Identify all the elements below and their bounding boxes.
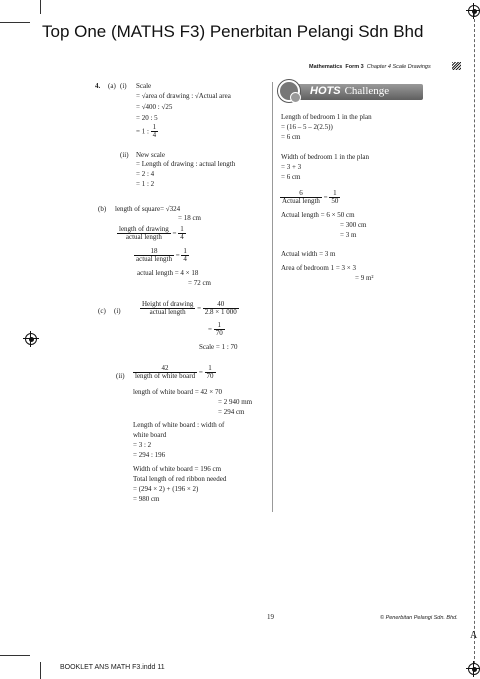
r-line: = 9 m² [355,274,374,282]
header-subject: Mathematics [309,64,343,70]
c-ii-ratio: white board [133,431,167,439]
r-line: = 3 m [340,231,357,239]
c-i-f1-rnum: 40 [203,301,239,309]
r-line: Width of bedroom 1 in the plan [281,153,369,161]
a-i-line: = 20 : 5 [136,114,158,122]
hots-word: HOTS [310,85,341,97]
small-gear-icon [290,92,301,103]
c-i-f1-rden: 2.8 × 1 000 [204,308,237,317]
r-line: = (16 – 5 – 2(2.5)) [281,123,333,131]
header-chapter: Chapter 4 Scale Drawings [366,64,431,70]
a-i-line [136,124,158,140]
c-ii-ratio: = 3 : 2 [133,441,152,449]
registration-mark-left [25,333,37,345]
r-line: Area of bedroom 1 = 3 × 3 [281,264,356,272]
c-ii-end: Total length of red ribbon needed [133,475,227,483]
page-number: 19 [267,613,274,621]
header-form: Form 3 [345,64,364,70]
c-i-f2-num: 1 [214,322,225,330]
r-line: = 3 + 3 [281,163,302,171]
r-line: = 300 cm [340,221,367,229]
part-c-ii-label: (ii) [116,372,125,380]
c-i-scale: Scale = 1 : 70 [199,343,238,351]
a-ii-line: = 1 : 2 [136,180,155,188]
a-ii-line: New scale [136,151,165,159]
r-fraction [280,190,340,206]
c-ii-line: = 294 cm [218,408,245,416]
r-f-den: Actual length [282,197,320,206]
b-f1-eq: = [172,229,177,238]
a-i-frac-den: 4 [152,131,157,140]
c-ii-ratio: Length of white board : width of [133,421,225,429]
b-f2-num: 18 [134,248,174,256]
b-tail: = 72 cm [188,279,211,287]
c-ii-end: = (294 × 2) + (196 × 2) [133,485,199,493]
r-f-rden: 50 [331,197,339,206]
b-fraction-2 [134,248,189,264]
c-ii-line: = 2 940 mm [218,398,253,406]
crop-mark-top-left-v [40,0,41,14]
b-fraction-1 [117,226,186,242]
r-line: Actual length = 6 × 50 cm [281,211,355,219]
crop-mark-bottom-left-h [0,655,30,656]
c-ii-line: length of white board = 42 × 70 [133,388,222,396]
part-c-label: (c) [98,307,106,315]
r-line: Length of bedroom 1 in the plan [281,113,372,121]
c-i-fraction-1 [140,301,239,317]
a-i-line: = √area of drawing : √Actual area [136,92,231,100]
b-line: length of square= √324 [115,205,181,213]
header-stripes-icon [452,62,461,70]
b-line: = 18 cm [178,214,201,222]
side-mark: A [470,630,478,641]
c-i-f1-num: Height of drawing [142,300,194,308]
registration-mark-bottom-right [468,663,480,675]
c-ii-f-rnum: 1 [205,365,216,373]
c-i-fraction-2 [208,322,225,338]
c-ii-end: Width of white board = 196 cm [133,465,222,473]
c-ii-f-den: length of white board [135,372,196,381]
crop-mark-top-left-h [0,22,30,23]
trim-line-right [474,14,475,664]
crop-mark-bottom-left-v [40,662,41,679]
c-i-f2-eq: = [208,325,212,334]
b-tail: actual length = 4 × 18 [137,269,199,277]
b-f2-den: actual length [136,255,172,264]
b-f1-den: actual length [125,233,162,242]
r-line: = 6 cm [281,173,301,181]
a-i-line: = √400 : √25 [136,103,173,111]
r-f-rnum: 1 [329,190,340,198]
a-ii-line: = Length of drawing : actual length [136,160,236,168]
c-i-f1-den: actual length [149,308,186,317]
c-ii-fraction [133,365,216,381]
q-number: 4. [95,82,101,90]
hots-rest: Challenge [344,85,390,97]
b-f2-rnum: 1 [183,247,187,255]
c-i-f1-eq: = [197,304,202,313]
a-i-ratio-prefix: = 1 : [136,127,149,136]
a-i-frac-num: 1 [152,123,157,131]
a-i-line: Scale [136,82,152,90]
b-f1-rnum: 1 [180,225,184,233]
a-ii-line: = 2 : 4 [136,170,155,178]
a-i-fraction [151,124,159,140]
part-b-label: (b) [98,205,107,213]
running-header [309,64,431,70]
column-divider [272,82,273,512]
b-f1-rden: 4 [180,233,184,242]
part-a-i-label: (i) [120,82,127,90]
c-ii-ratio: = 294 : 196 [133,451,166,459]
c-ii-f-eq: = [198,368,203,377]
b-f1-num: length of drawing [119,225,169,233]
copyright: © Penerbitan Pelangi Sdn. Bhd. [380,615,458,621]
b-f2-rden: 4 [183,255,187,264]
r-line: = 6 cm [281,133,301,141]
c-i-f2-den: 70 [215,329,223,338]
footer-file-info: BOOKLET ANS MATH F3.indd 11 [60,664,165,671]
c-ii-end: = 980 cm [133,495,160,503]
r-f-num: 6 [280,190,322,198]
c-ii-f-num: 42 [133,365,197,373]
b-f2-eq: = [175,251,180,260]
part-c-i-label: (i) [114,307,121,315]
registration-mark-top-right [468,5,480,17]
document-title: Top One (MATHS F3) Penerbitan Pelangi Sdn Bhd [42,22,424,41]
c-ii-f-rden: 70 [206,372,214,381]
r-f-eq: = [323,193,328,202]
part-a-label: (a) [108,82,116,90]
r-line: Actual width = 3 m [281,250,336,258]
part-a-ii-label: (ii) [120,151,129,159]
hots-title [310,85,389,97]
